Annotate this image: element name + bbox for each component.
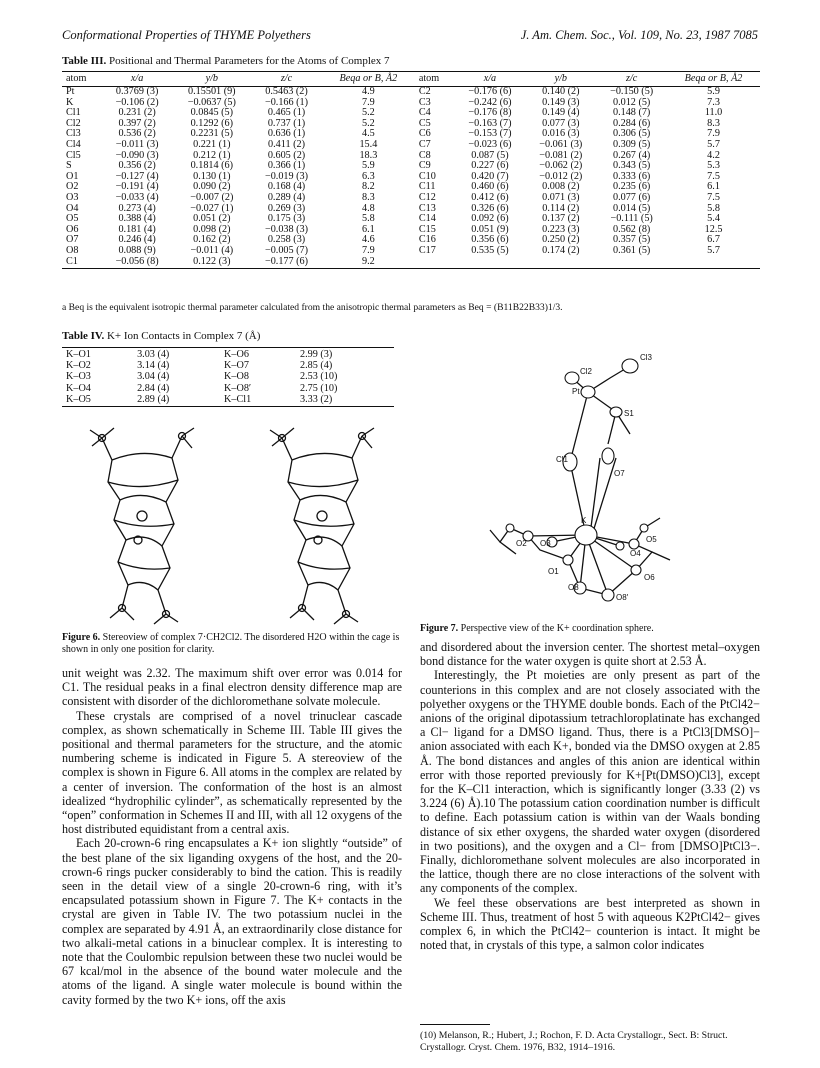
figure6-stereoview <box>62 420 402 630</box>
table3-value-cell: −0.177 (6) <box>251 257 322 269</box>
table3-body <box>62 87 760 269</box>
table3-value-cell: 0.077 (6) <box>612 191 651 203</box>
table3-value-cell: 0.366 (1) <box>267 160 306 172</box>
table3-header-cell: y/b <box>525 72 596 87</box>
stereo-left-image <box>90 428 194 624</box>
table3-value-cell: 8.3 <box>362 191 375 203</box>
table3-atom-cell: C6 <box>418 128 431 140</box>
table3-atom-cell: C9 <box>418 160 431 172</box>
table3-value-cell: 0.1814 (6) <box>190 160 234 172</box>
body-paragraph: Each 20-crown-6 ring encapsulates a K+ ion slightly “outside” of the best plane of the six liganding oxygens of the host, and the 20-crown-6 rings pucker considerably to bind the cation. This is readily seen in the detail view of a single 20-crown-6 ring, with it’s encapsulated potassium shown in Figure 7. The K+ contacts in the crystal are given in Table IV. The two potassium nuclei in the complex are separated by 4.91 Å, an extraordinarily close distance for two alkali-metal cations in a binuclear complex. It is interesting to note that the Coulombic repulsion between these two nuclei would be 67 kcal/mol in the absence of the bound water molecule and the atoms of the ligand. A single water molecule is bound within the cavity formed by the two K+ ions, off the axis <box>62 836 402 1007</box>
table3-value-cell: 0.014 (5) <box>612 202 651 214</box>
table3-value-cell: −0.012 (2) <box>539 170 583 182</box>
table3-value-cell: 0.077 (3) <box>542 117 580 129</box>
table3-value-cell: −0.019 (3) <box>264 170 309 182</box>
table3-value-cell: 4.8 <box>362 202 375 214</box>
table3-value-cell: 0.235 (6) <box>612 181 651 193</box>
table4-contact-cell: K–O1 <box>62 348 133 361</box>
table4-contact-cell: K–O2 <box>66 360 91 372</box>
table4-distance-cell: 2.84 (4) <box>137 382 170 394</box>
table4-contact-cell: K–O6 <box>220 348 296 361</box>
table3-value-cell: 0.168 (4) <box>267 181 306 193</box>
table3-value-cell: −0.011 (4) <box>190 244 234 256</box>
table4-contact-cell: K–Cl1 <box>220 394 296 407</box>
table3-atom-cell: O8 <box>66 244 79 256</box>
table3-value-cell: 0.309 (5) <box>612 138 651 150</box>
table3-value-cell: 0.343 (5) <box>612 160 651 172</box>
figure7-label: Figure 7. <box>420 623 459 634</box>
table3-value-cell <box>596 257 667 269</box>
table3-header-cell: atom <box>62 72 102 87</box>
table3-value-cell: 0.412 (6) <box>471 191 509 203</box>
table3-value-cell: 0.071 (3) <box>542 191 580 203</box>
running-head-citation: J. Am. Chem. Soc., Vol. 109, No. 23, 1987 7085 <box>520 28 758 42</box>
table3-value-cell: 0.122 (3) <box>173 257 252 269</box>
table3-header-cell: z/c <box>596 72 667 87</box>
table3-row <box>62 172 760 183</box>
table3-value-cell: −0.176 (8) <box>468 107 512 119</box>
table3-value-cell: 6.1 <box>707 181 720 193</box>
atom-label-o5: O5 <box>646 535 657 544</box>
table3-value-cell: 0.535 (5) <box>471 244 509 256</box>
table3-value-cell: 0.098 (2) <box>193 223 231 235</box>
atom-label-cl1: Cl1 <box>556 455 569 464</box>
table3-value-cell: −0.011 (3) <box>115 138 159 150</box>
table3-atom-cell: Cl1 <box>66 107 81 119</box>
table3-value-cell: 0.174 (2) <box>542 244 580 256</box>
body-paragraph: unit weight was 2.32. The maximum shift over error was 0.014 for C1. The residual peaks in a final electron density difference map are consistent with disorder of the dichloromethane solvate molecule. <box>62 666 402 709</box>
table3-atom-cell: Cl5 <box>66 149 81 161</box>
table3-value-cell: 5.9 <box>707 86 720 97</box>
running-head <box>62 28 758 46</box>
table3-value-cell: −0.166 (1) <box>264 96 309 108</box>
table4-contact-cell: K–O3 <box>66 371 91 383</box>
table3-value-cell: −0.027 (1) <box>190 202 234 214</box>
table4-distance-cell: 3.04 (4) <box>137 371 170 383</box>
table3-value-cell: 0.2231 (5) <box>190 128 234 140</box>
table3-value-cell: 0.273 (4) <box>118 202 156 214</box>
table3-value-cell: 0.333 (6) <box>612 170 651 182</box>
table3-caption <box>62 55 390 67</box>
table3-value-cell: −0.038 (3) <box>264 223 309 235</box>
table3-value-cell: 0.397 (2) <box>118 117 156 129</box>
table3-value-cell: 0.3769 (3) <box>115 86 159 97</box>
table3-atom-cell: O7 <box>66 234 79 246</box>
table3-row <box>62 161 760 172</box>
table3-value-cell: 4.2 <box>707 149 720 161</box>
table3-value-cell: 5.2 <box>362 107 375 119</box>
table3-value-cell: 0.1292 (6) <box>190 117 234 129</box>
table3-value-cell: 0.306 (5) <box>612 128 651 140</box>
table3-value-cell: −0.061 (3) <box>539 138 583 150</box>
table3-value-cell: 5.2 <box>362 117 375 129</box>
table3-value-cell: 0.149 (4) <box>542 107 580 119</box>
table3-atom-cell: Cl4 <box>66 138 81 150</box>
table3-value-cell: 0.411 (2) <box>268 138 305 150</box>
body-left-column <box>62 666 402 1007</box>
table3-value-cell: 0.223 (3) <box>542 223 580 235</box>
table3-value-cell: 0.562 (8) <box>612 223 651 235</box>
body-right-column <box>420 640 760 952</box>
table3-value-cell: −0.153 (7) <box>468 128 512 140</box>
table3-atom-cell: Cl2 <box>66 117 81 129</box>
table4-contact-cell: K–O7 <box>224 360 249 372</box>
table3-atom-cell: C4 <box>418 107 431 119</box>
table3-value-cell: 5.9 <box>362 160 375 172</box>
figure6-caption-text: Stereoview of complex 7·CH2Cl2. The disordered H2O within the cage is shown in only one position for clarity. <box>62 632 400 655</box>
table3-atom-cell: S <box>66 160 72 172</box>
atom-label-cl2: Cl2 <box>580 367 593 376</box>
table3-value-cell: 0.357 (5) <box>612 234 651 246</box>
table3-value-cell: 0.181 (4) <box>118 223 156 235</box>
table3-value-cell: −0.007 (2) <box>190 191 234 203</box>
table3-value-cell: 0.087 (5) <box>471 149 509 161</box>
table4-distance-cell: 3.03 (4) <box>133 348 220 361</box>
body-paragraph: We feel these observations are best interpreted as shown in Scheme III. Thus, treatment of host 5 with aqueous K2PtCl42− gives complex 6, in which the PtCl42− counterion is intact. It might be noted that, in crystals of this type, a salmon color indicates <box>420 895 760 953</box>
table3-value-cell: 0.246 (4) <box>118 234 156 246</box>
table3-value-cell: 0.090 (2) <box>193 181 231 193</box>
table3-positional-parameters <box>62 71 760 269</box>
table3-value-cell: 0.15501 (9) <box>188 86 236 97</box>
table3-value-cell: 0.051 (2) <box>193 213 231 225</box>
table3-value-cell: −0.163 (7) <box>468 117 512 129</box>
table3-value-cell: 0.289 (4) <box>267 191 306 203</box>
table3-value-cell: 0.267 (4) <box>612 149 651 161</box>
table3-row <box>62 257 760 269</box>
table3-header-row <box>62 72 760 87</box>
table3-row <box>62 108 760 119</box>
table3-value-cell: 4.5 <box>362 128 375 140</box>
atom-label-o8: O8 <box>568 583 579 592</box>
table3-value-cell: 5.8 <box>362 213 375 225</box>
table3-value-cell: 7.5 <box>707 191 720 203</box>
table3-value-cell <box>525 257 596 269</box>
table3-value-cell: 0.148 (7) <box>612 107 651 119</box>
table3-header-cell: y/b <box>173 72 252 87</box>
table3-value-cell: 0.162 (2) <box>193 234 231 246</box>
table3-value-cell: −0.056 (8) <box>102 257 173 269</box>
table3-header-cell: Beqa or B, Å2 <box>667 72 760 87</box>
figure7-coordination-sphere <box>420 330 760 620</box>
table3-value-cell: 5.8 <box>707 202 720 214</box>
table3-value-cell: −0.111 (5) <box>610 213 653 225</box>
figure7-bonds <box>490 366 670 595</box>
atom-label-o2: O2 <box>516 539 527 548</box>
table3-value-cell: 0.5463 (2) <box>265 86 308 97</box>
table3-value-cell: 7.9 <box>362 244 375 256</box>
table3-row <box>62 235 760 246</box>
table3-value-cell: 6.7 <box>707 234 720 246</box>
table3-value-cell: 0.051 (9) <box>471 223 509 235</box>
atom-label-k: K <box>581 516 587 525</box>
table3-value-cell: 0.737 (1) <box>267 117 306 129</box>
table3-header-cell: x/a <box>455 72 526 87</box>
table3-value-cell: 0.088 (9) <box>118 244 156 256</box>
table3-value-cell: 15.4 <box>359 138 378 150</box>
table3-atom-cell: C3 <box>418 96 431 108</box>
table3-row <box>62 182 760 193</box>
table3-atom-cell: C14 <box>418 213 436 225</box>
table3-atom-cell: C8 <box>418 149 431 161</box>
table3-value-cell: −0.090 (3) <box>115 149 159 161</box>
table3-value-cell <box>455 257 526 269</box>
table3-atom-cell: Pt <box>66 86 75 97</box>
figure6-label: Figure 6. <box>62 632 101 643</box>
table3-value-cell: 5.7 <box>707 138 720 150</box>
table3-atom-cell: C13 <box>418 202 436 214</box>
table4-contact-cell: K–O8′ <box>224 382 252 394</box>
stereo-right-image <box>270 428 374 624</box>
table3-value-cell: −0.023 (6) <box>468 138 512 150</box>
atom-label-o3: O3 <box>540 539 551 548</box>
table3-atom-cell: C7 <box>418 138 431 150</box>
table4-contact-cell: K–O8 <box>224 371 249 383</box>
table3-value-cell: 12.5 <box>704 223 723 235</box>
table3-value-cell: −0.106 (2) <box>115 96 159 108</box>
table4-distance-cell: 3.33 (2) <box>296 394 394 407</box>
footnote-rule <box>420 1024 490 1025</box>
table3-row <box>62 140 760 151</box>
table4-distance-cell: 2.85 (4) <box>300 360 333 372</box>
table3-value-cell: 0.605 (2) <box>267 149 306 161</box>
table3-value-cell: −0.062 (2) <box>539 160 583 172</box>
table3-atom-cell: C10 <box>418 170 436 182</box>
table3-row <box>62 214 760 225</box>
table4-row <box>62 371 394 382</box>
table3-value-cell: 4.6 <box>362 234 375 246</box>
table3-value-cell: 0.420 (7) <box>471 170 509 182</box>
table3-value-cell: 0.356 (2) <box>118 160 156 172</box>
table3-header-cell: z/c <box>251 72 322 87</box>
table3-value-cell: 0.388 (4) <box>118 213 156 225</box>
atom-label-o6: O6 <box>644 573 655 582</box>
table3-row <box>62 151 760 162</box>
table3-value-cell: 8.3 <box>707 117 720 129</box>
table3-value-cell: 0.326 (6) <box>471 202 509 214</box>
body-paragraph: and disordered about the inversion center. The shortest metal–oxygen bond distance for the water oxygen is quite short at 2.53 Å. <box>420 640 760 669</box>
table3-value-cell: 0.130 (1) <box>193 170 231 182</box>
table3-value-cell: −0.005 (7) <box>264 244 309 256</box>
table3-value-cell: 18.3 <box>359 149 378 161</box>
table4-distance-cell: 3.14 (4) <box>137 360 170 372</box>
figure7-caption <box>420 623 760 634</box>
table3-value-cell: 7.3 <box>707 96 720 108</box>
table3-value-cell: 4.9 <box>362 86 375 97</box>
table3-value-cell: 7.9 <box>707 128 720 140</box>
table4-distance-cell: 2.53 (10) <box>300 371 338 383</box>
reference-footnote: (10) Melanson, R.; Hubert, J.; Rochon, F. D. Acta Crystallogr., Sect. B: Struct. Crystallogr. Cryst. Chem. 1976, B32, 1914–1916. <box>420 1030 728 1053</box>
table3-atom-cell: K <box>66 96 74 108</box>
table3-atom-cell: O2 <box>66 181 79 193</box>
table3-atom-cell: Cl3 <box>66 128 81 140</box>
table3-value-cell: 0.356 (6) <box>471 234 509 246</box>
atom-label-o8-prime: O8′ <box>616 593 629 602</box>
table3-value-cell: −0.0637 (5) <box>187 96 236 108</box>
table3-value-cell: 0.016 (3) <box>542 128 580 140</box>
table4-contact-cell: K–O5 <box>62 394 133 407</box>
table3-value-cell: 0.227 (6) <box>471 160 509 172</box>
table3-value-cell: 0.137 (2) <box>542 213 580 225</box>
table3-atom-cell: C16 <box>418 234 436 246</box>
table3-header-cell: Beqa or B, Å2 <box>322 72 415 87</box>
table3-value-cell: 0.536 (2) <box>118 128 156 140</box>
table3-row <box>62 193 760 204</box>
table3-row <box>62 119 760 130</box>
table3-value-cell: 7.5 <box>707 170 720 182</box>
table3-value-cell: 0.636 (1) <box>267 128 306 140</box>
table3-value-cell: 0.212 (1) <box>193 149 231 161</box>
table3-atom-cell: C17 <box>418 244 436 256</box>
table3-value-cell: −0.191 (4) <box>115 181 159 193</box>
table3-label: Table III. <box>62 55 107 67</box>
table3-value-cell: 0.250 (2) <box>542 234 580 246</box>
table3-value-cell: 0.269 (3) <box>267 202 306 214</box>
table3-value-cell: 0.284 (6) <box>612 117 651 129</box>
table4-distance-cell: 2.75 (10) <box>300 382 338 394</box>
table3-row <box>62 87 760 98</box>
table3-atom-cell: O1 <box>66 170 79 182</box>
table3-value-cell: −0.081 (2) <box>539 149 583 161</box>
table3-row <box>62 225 760 236</box>
table3-value-cell: 0.149 (3) <box>542 96 580 108</box>
table3-row <box>62 98 760 109</box>
table3-value-cell: 0.114 (2) <box>542 202 580 214</box>
table3-value-cell: 0.140 (2) <box>542 86 580 97</box>
table3-header-cell: x/a <box>102 72 173 87</box>
table3-value-cell: 11.0 <box>704 107 723 119</box>
table3-value-cell: 0.465 (1) <box>267 107 306 119</box>
atom-label-s1: S1 <box>624 409 634 418</box>
atom-label-pt: Pt <box>572 387 580 396</box>
table3-value-cell: 6.3 <box>362 170 375 182</box>
table3-title: Positional and Thermal Parameters for the Atoms of Complex 7 <box>108 55 390 67</box>
table4-contact-cell: K–O4 <box>66 382 91 394</box>
table4-label: Table IV. <box>62 330 105 342</box>
atom-label-o7: O7 <box>614 469 625 478</box>
table4-body <box>62 348 394 407</box>
table4-distance-cell: 2.89 (4) <box>133 394 220 407</box>
running-head-title: Conformational Properties of THYME Polyethers <box>62 28 311 42</box>
table3-atom-cell: C15 <box>418 223 436 235</box>
atom-label-cl3: Cl3 <box>640 353 653 362</box>
table3-header-cell: atom <box>415 72 455 87</box>
table3-value-cell: −0.033 (4) <box>115 191 159 203</box>
atom-label-o4: O4 <box>630 549 641 558</box>
table3-value-cell: −0.176 (6) <box>468 86 512 97</box>
table4-title: K+ Ion Contacts in Complex 7 (Å) <box>106 330 261 342</box>
table3-value-cell: −0.150 (5) <box>610 86 654 97</box>
figure7-caption-text: Perspective view of the K+ coordination sphere. <box>460 623 654 634</box>
table3-atom-cell: O3 <box>66 191 79 203</box>
table3-atom-cell: O6 <box>66 223 79 235</box>
table3-row <box>62 129 760 140</box>
table3-value-cell: 5.4 <box>707 213 720 225</box>
table3-value-cell: 0.221 (1) <box>193 138 231 150</box>
table3-atom-cell: O5 <box>66 213 79 225</box>
table3-atom-cell: C11 <box>418 181 436 193</box>
table3-row <box>62 246 760 257</box>
table4-k-contacts <box>62 347 394 407</box>
table3-value-cell: 0.0845 (5) <box>190 107 234 119</box>
table3-value-cell: −0.242 (6) <box>468 96 512 108</box>
table3-row <box>62 204 760 215</box>
table3-footnote: a Beq is the equivalent isotropic thermal parameter calculated from the anisotropic thermal parameters as Beq = (B11B22B33)1/3. <box>62 302 563 313</box>
table3-value-cell: 5.7 <box>707 244 720 256</box>
body-paragraph: Interestingly, the Pt moieties are only present as part of the counterions in this complex and are not closely associated with the polyether oxygens or the THYME double bonds. Each of the PtCl42− anions of the original dipotassium tetrachloroplatinate has exchanged a Cl− ligand for a DMSO ligand. Thus, there is a PtCl3[DMSO]− anion associated with each K+, bonded via the DMSO oxygen at 2.85 Å. The bond distances and angles of this anion are identical within error with those reported previously for K+[Pt(DMSO)Cl3], except for the K–Cl1 interaction, which is significantly longer (3.33 (2) vs 3.224 (6) Å).10 The potassium cation coordination number is difficult to define. Each potassium cation is within van der Waals bonding distance of six ether oxygens, the sharded water oxygen (disordered in two positions), and the oxygen and a Cl− from [DMSO]PtCl3−. Finally, dichloromethane solvent molecules are also incorporated in the lattice, though there are no close interactions of the solvent with any components of the complex. <box>420 668 760 896</box>
table4-row <box>62 348 394 361</box>
table3-value-cell: 6.1 <box>362 223 375 235</box>
table3-value-cell: 0.092 (6) <box>471 213 509 225</box>
table4-row <box>62 360 394 371</box>
table3-value-cell: 0.460 (6) <box>471 181 509 193</box>
table3-value-cell: 0.361 (5) <box>612 244 651 256</box>
table3-value-cell: −0.127 (4) <box>115 170 159 182</box>
atom-label-o1: O1 <box>548 567 559 576</box>
table3-value-cell: 0.258 (3) <box>267 234 306 246</box>
table4-row <box>62 383 394 394</box>
table3-value-cell: 7.9 <box>362 96 375 108</box>
table3-value-cell: 5.3 <box>707 160 720 172</box>
body-paragraph: These crystals are comprised of a novel trinuclear cascade complex, as shown schematically in Scheme III. Table III gives the positional and thermal parameters for the structure, and the atomic numbering scheme is indicated in Figure 5. A stereoview of the complex is shown in Figure 6. All atoms in the complex are related by a center of inversion. The conformation of the host is an almost idealized “hydrophilic cylinder”, as schematically represented by the “open” conformation in Schemes II and III, with all 12 oxygens of the host distributed equidistant from a central axis. <box>62 708 402 837</box>
table4-row <box>62 394 394 407</box>
table3-value-cell: 0.012 (5) <box>612 96 651 108</box>
table3-value-cell: 9.2 <box>322 257 415 269</box>
table3-atom-cell: C12 <box>418 191 436 203</box>
table3-atom-cell: C1 <box>62 257 102 269</box>
table3-atom-cell: C2 <box>418 86 431 97</box>
table3-value-cell: 0.231 (2) <box>118 107 156 119</box>
figure6-caption <box>62 632 402 656</box>
table3-value-cell: 0.175 (3) <box>267 213 306 225</box>
table3-atom-cell <box>415 257 455 269</box>
table4-distance-cell: 2.99 (3) <box>296 348 394 361</box>
table3-atom-cell: C5 <box>418 117 431 129</box>
table3-atom-cell: O4 <box>66 202 79 214</box>
table4-caption <box>62 330 260 342</box>
table3-value-cell <box>667 257 760 269</box>
table3-value-cell: 8.2 <box>362 181 375 193</box>
table3-value-cell: 0.008 (2) <box>542 181 580 193</box>
